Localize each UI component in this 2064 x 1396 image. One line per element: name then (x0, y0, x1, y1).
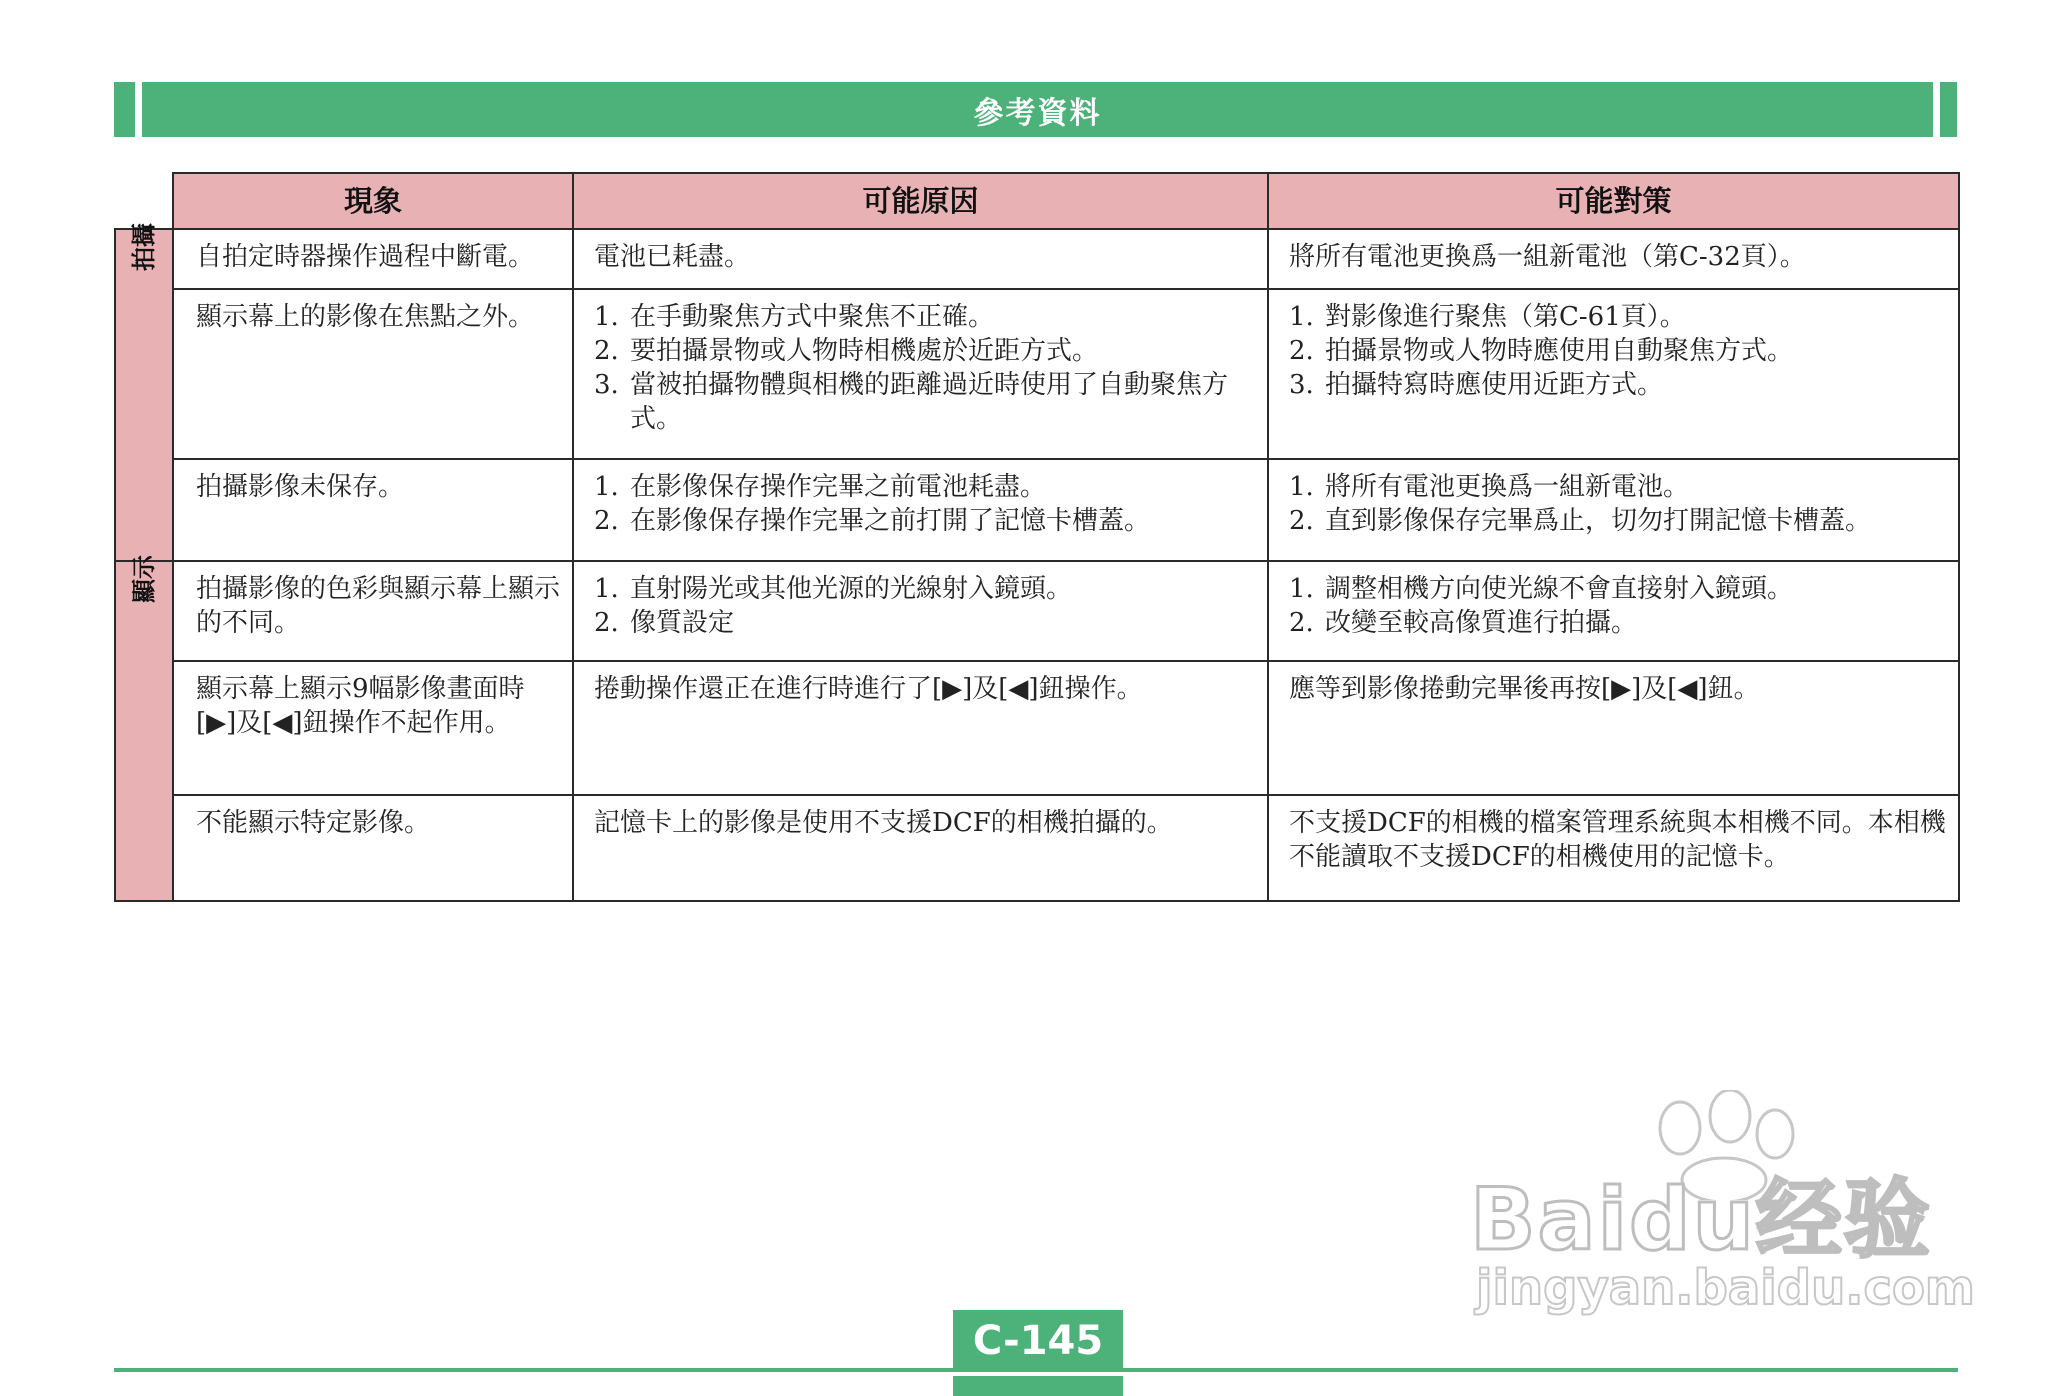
cause-cell: 記憶卡上的影像是使用不支援DCF的相機拍攝的。 (573, 795, 1268, 901)
list-item: 2. 拍攝景物或人物時應使用自動聚焦方式。 (1289, 336, 1794, 366)
cause-cell (573, 289, 1268, 459)
cause-cell (573, 561, 1268, 661)
list-item: 2. 要拍攝景物或人物時相機處於近距方式。 (594, 336, 1099, 366)
symptom-cell: 顯示幕上顯示9幅影像畫面時[▶]及[◀]鈕操作不起作用。 (173, 661, 573, 795)
list-item: 2. 直到影像保存完畢爲止，切勿打開記憶卡槽蓋。 (1289, 506, 1872, 536)
list-item: 1. 直射陽光或其他光源的光線射入鏡頭。 (594, 574, 1073, 604)
section-title: 參考資料 (973, 95, 1102, 131)
cause-cell: 電池已耗盡。 (573, 229, 1268, 289)
baidu-watermark (1470, 1090, 1975, 1330)
category-label: 拍攝 (130, 223, 158, 271)
table-row (115, 795, 1959, 901)
list-item: 2. 改變至較高像質進行拍攝。 (1289, 608, 1638, 638)
list-item: 3. 拍攝特寫時應使用近距方式。 (1289, 370, 1664, 400)
troubleshooting-table (114, 172, 1960, 902)
header-right-stripe (1940, 82, 1957, 137)
table-corner (115, 173, 173, 229)
watermark-text: Baidu经验 (1470, 1170, 1932, 1270)
page-number-box (953, 1310, 1123, 1396)
category-shooting (115, 223, 173, 561)
list-item: 2. 在影像保存操作完畢之前打開了記憶卡槽蓋。 (594, 506, 1151, 536)
page-number: C-145 (972, 1318, 1104, 1364)
list-item: 3. 當被拍攝物體與相機的距離過近時使用了自動聚焦方式。 (594, 370, 1229, 434)
category-label: 顯示 (130, 555, 158, 603)
section-header-bar (142, 82, 1933, 137)
table-row (115, 561, 1959, 661)
header-left-stripe (114, 82, 135, 137)
symptom-cell: 不能顯示特定影像。 (173, 795, 573, 901)
symptom-cell: 拍攝影像未保存。 (173, 459, 573, 561)
symptom-cell: 自拍定時器操作過程中斷電。 (173, 229, 573, 289)
column-header-cause: 可能原因 (573, 173, 1268, 229)
list-item: 1. 將所有電池更換爲一組新電池。 (1289, 472, 1690, 502)
solution-cell (1268, 289, 1959, 459)
solution-cell (1268, 561, 1959, 661)
symptom-cell: 顯示幕上的影像在焦點之外。 (173, 289, 573, 459)
watermark-url: jingyan.baidu.com (1476, 1260, 1975, 1316)
list-item: 1. 在手動聚焦方式中聚焦不正確。 (594, 302, 995, 332)
list-item: 2. 像質設定 (594, 608, 735, 638)
solution-cell: 將所有電池更換爲一組新電池（第C-32頁）。 (1268, 229, 1959, 289)
cause-cell (573, 459, 1268, 561)
solution-cell: 不支援DCF的相機的檔案管理系統與本相機不同。本相機不能讀取不支援DCF的相機使用的記憶卡。 (1268, 795, 1959, 901)
solution-cell (1268, 459, 1959, 561)
column-header-solution: 可能對策 (1268, 173, 1959, 229)
table-row (115, 459, 1959, 561)
table-row (115, 229, 1959, 289)
symptom-cell: 拍攝影像的色彩與顯示幕上顯示的不同。 (173, 561, 573, 661)
table-header-row (115, 173, 1959, 229)
cause-cell: 捲動操作還正在進行時進行了[▶]及[◀]鈕操作。 (573, 661, 1268, 795)
table-row (115, 289, 1959, 459)
list-item: 1. 調整相機方向使光線不會直接射入鏡頭。 (1289, 574, 1794, 604)
list-item: 1. 對影像進行聚焦（第C-61頁）。 (1289, 302, 1686, 332)
category-display (115, 555, 173, 901)
column-header-symptom: 現象 (173, 173, 573, 229)
list-item: 1. 在影像保存操作完畢之前電池耗盡。 (594, 472, 1047, 502)
table-row (115, 661, 1959, 795)
solution-cell: 應等到影像捲動完畢後再按[▶]及[◀]鈕。 (1268, 661, 1959, 795)
page-number-divider (953, 1372, 1123, 1376)
